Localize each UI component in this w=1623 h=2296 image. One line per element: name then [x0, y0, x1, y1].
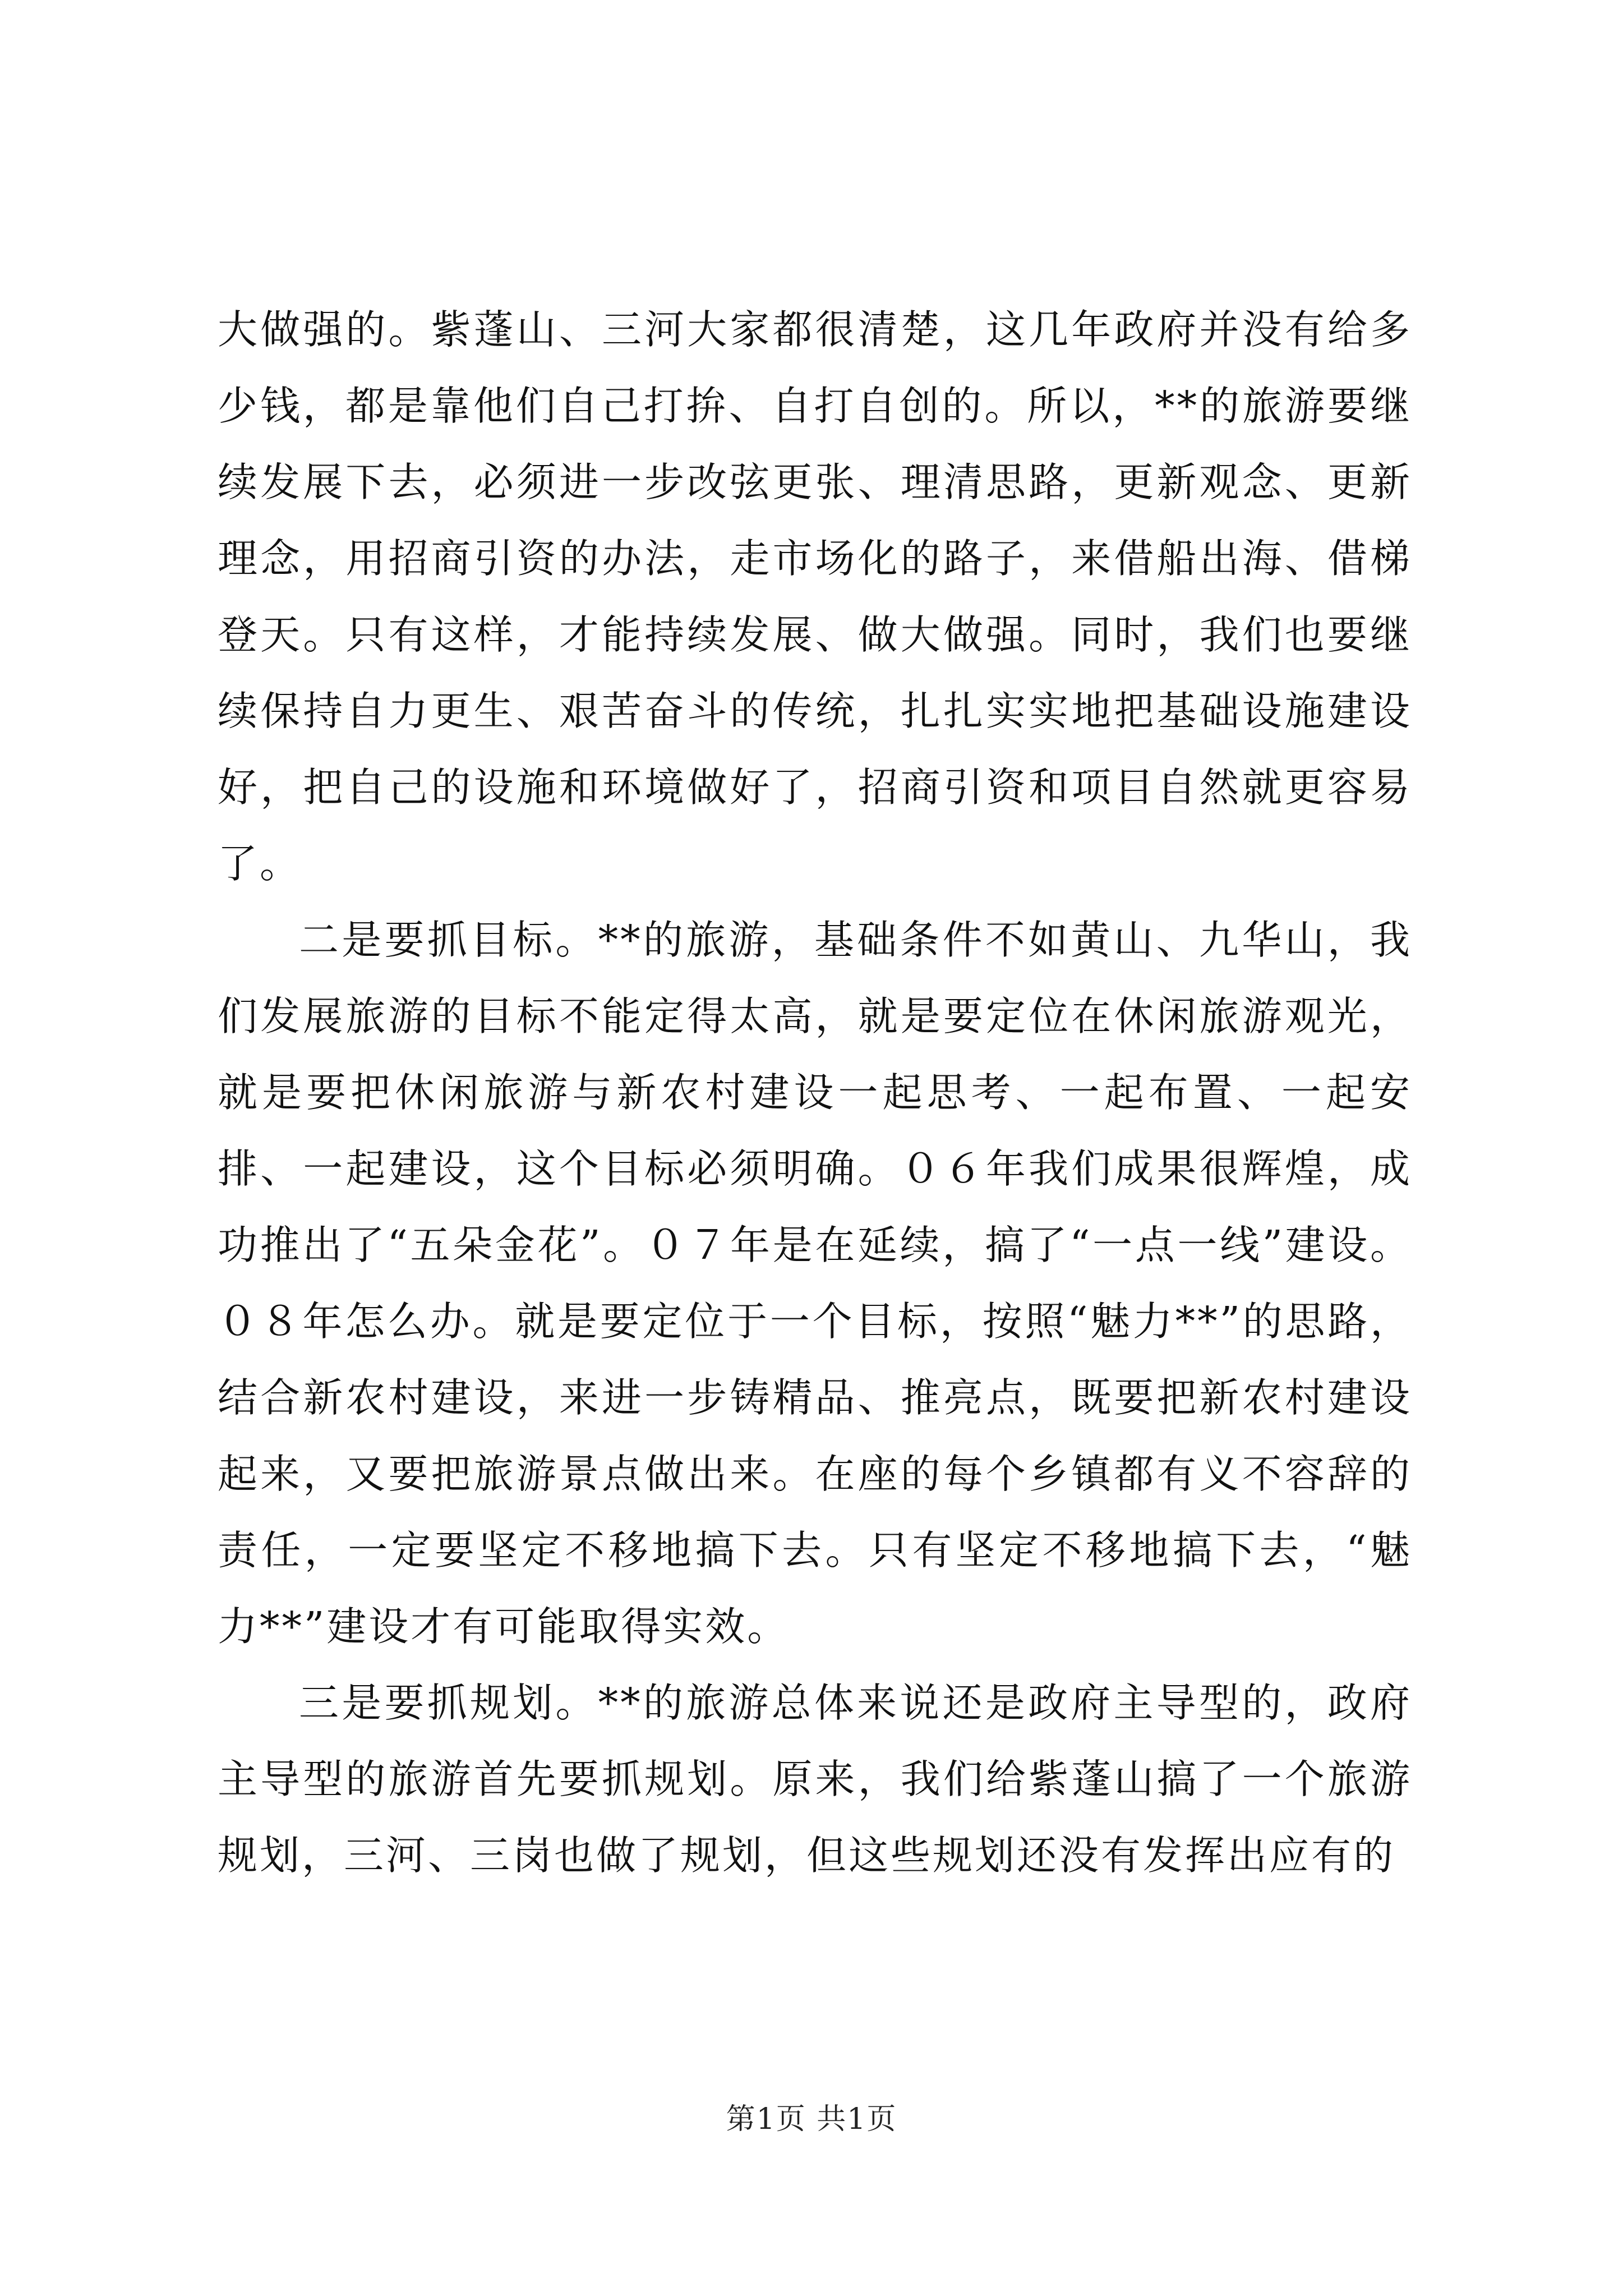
page-footer: 第1页 共1页 [726, 2102, 897, 2136]
document-body [218, 292, 1412, 1894]
paragraph-1: 大做强的。紫蓬山、三河大家都很清楚，这几年政府并没有给多少钱，都是靠他们自己打拚、自打自创的。所以，**的旅游要继续发展下去，必须进一步改弦更张、理清思路，更新观念、更新理念，用招商引资的办法，走市场化的路子，来借船出海、借梯登天。只有这样，才能持续发展、做大做强。同时，我们也要继续保持自力更生、艰苦奋斗的传统，扎扎实实地把基础设施建设好，把自己的设施和环境做好了，招商引资和项目自然就更容易了。 [218, 306, 1412, 887]
paragraph-3: 三是要抓规划。**的旅游总体来说还是政府主导型的，政府主导型的旅游首先要抓规划。原来，我们给紫蓬山搞了一个旅游规划，三河、三岗也做了规划，但这些规划还没有发挥出应有的 [218, 1680, 1412, 1879]
paragraph-2: 二是要抓目标。**的旅游，基础条件不如黄山、九华山，我们发展旅游的目标不能定得太高，就是要定位在休闲旅游观光，就是要把休闲旅游与新农村建设一起思考、一起布置、一起安排、一起建设，这个目标必须明确。０６年我们成果很辉煌，成功推出了“五朵金花”。０７年是在延续，搞了“一点一线”建设。０８年怎么办。就是要定位于一个目标，按照“魅力**”的思路，结合新农村建设，来进一步铸精品、推亮点，既要把新农村建设起来，又要把旅游景点做出来。在座的每个乡镇都有义不容辞的责任，一定要坚定不移地搞下去。只有坚定不移地搞下去，“魅力**”建设才有可能取得实效。 [218, 917, 1412, 1650]
